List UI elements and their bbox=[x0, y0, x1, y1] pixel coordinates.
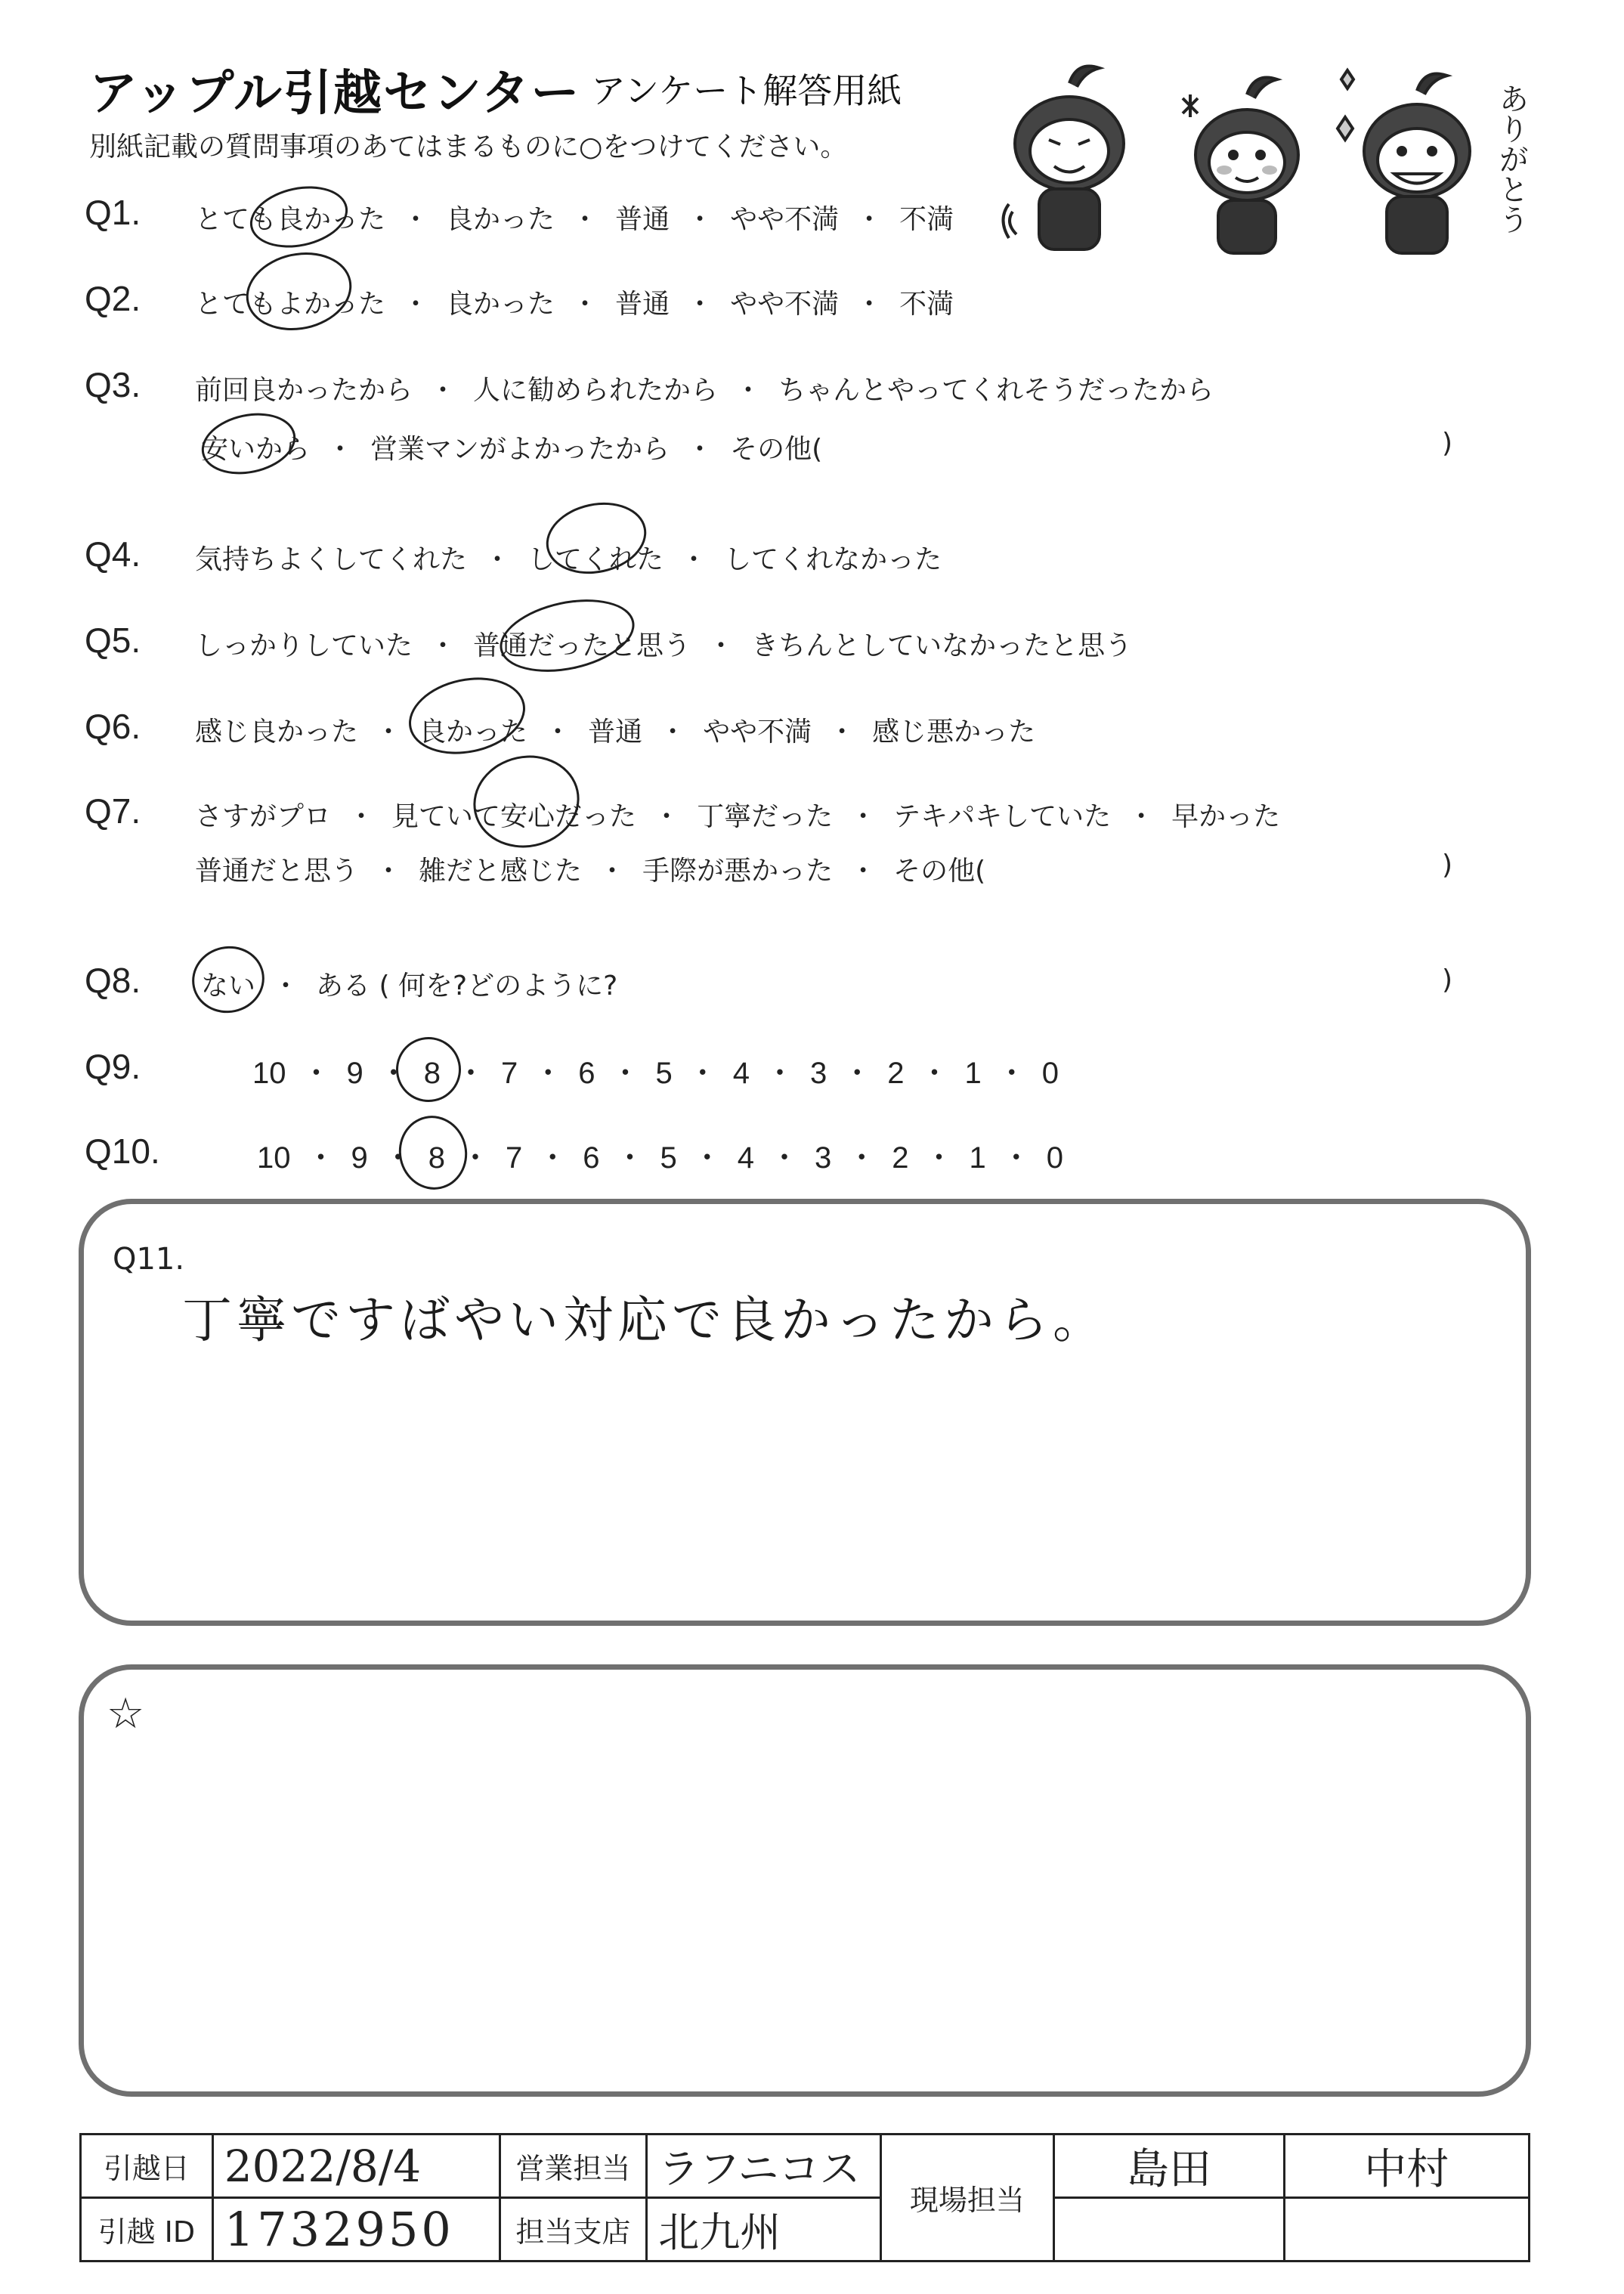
field-staff-empty-2[interactable] bbox=[1284, 2198, 1529, 2261]
option[interactable]: 普通 bbox=[615, 204, 670, 235]
option[interactable]: 良かった bbox=[446, 204, 555, 235]
q10-scale: 10 ・ 9 ・ 8 ・ 7 ・ 6 ・ 5 ・ 4 ・ 3 ・ 2 ・ 1 ・ 0 bbox=[257, 1141, 1063, 1175]
close-paren: ) bbox=[1442, 964, 1453, 995]
q4-options: 気持ちよくしてくれた ・ してくれた ・ してくれなかった bbox=[195, 544, 942, 575]
option[interactable]: 安いから bbox=[201, 434, 311, 465]
scale-option[interactable]: 6 bbox=[578, 1057, 595, 1090]
scale-option[interactable]: 9 bbox=[346, 1057, 363, 1090]
answer-circle bbox=[402, 667, 533, 764]
close-paren: ) bbox=[1442, 428, 1453, 459]
q10-label: Q10. bbox=[85, 1132, 160, 1171]
scale-option[interactable]: 0 bbox=[1041, 1057, 1059, 1090]
brand-title: アップル引越センター bbox=[89, 66, 581, 122]
option[interactable]: ない bbox=[201, 971, 256, 1001]
q5-label: Q5. bbox=[85, 621, 141, 660]
q11-label: Q11. bbox=[113, 1242, 185, 1277]
mascot-thanks-text: ありがとう bbox=[1494, 83, 1529, 234]
option[interactable]: 見ていて安心だった bbox=[391, 801, 637, 832]
scale-option[interactable]: 1 bbox=[969, 1141, 986, 1175]
option[interactable]: 不満 bbox=[899, 204, 954, 235]
option[interactable]: きちんとしていなかったと思う bbox=[751, 630, 1133, 661]
option[interactable]: 不満 bbox=[899, 289, 954, 320]
q4-label: Q4. bbox=[85, 534, 141, 574]
move-date-value[interactable]: 2022/8/4 bbox=[212, 2135, 500, 2198]
option[interactable]: その他( bbox=[893, 856, 986, 887]
option[interactable]: 普通 bbox=[615, 289, 670, 320]
option[interactable]: とても良かった bbox=[195, 204, 386, 235]
option[interactable]: しっかりしていた bbox=[195, 630, 413, 661]
scale-option[interactable]: 6 bbox=[583, 1141, 600, 1175]
move-date-label: 引越日 bbox=[81, 2135, 213, 2198]
option[interactable]: 雑だと感じた bbox=[419, 856, 583, 887]
move-info-table bbox=[79, 2133, 1530, 2262]
answer-circle bbox=[390, 1031, 467, 1108]
q2-label: Q2. bbox=[85, 279, 141, 318]
q1-label: Q1. bbox=[85, 193, 141, 232]
scale-option[interactable]: 9 bbox=[351, 1141, 368, 1175]
q7-options-line1: さすがプロ ・ 見ていて安心だった ・ 丁寧だった ・ テキパキしていた ・ 早かった bbox=[195, 801, 1281, 832]
option[interactable]: 丁寧だった bbox=[697, 801, 834, 832]
field-staff-empty-1[interactable] bbox=[1054, 2198, 1284, 2261]
q3-label: Q3. bbox=[85, 365, 141, 404]
option[interactable]: してくれなかった bbox=[724, 544, 942, 575]
q5-options: しっかりしていた ・ 普通だったと思う ・ きちんとしていなかったと思う bbox=[195, 630, 1133, 661]
move-id-label: 引越 ID bbox=[81, 2198, 213, 2261]
q6-label: Q6. bbox=[85, 707, 141, 746]
option[interactable]: ちゃんとやってくれそうだったから bbox=[778, 375, 1214, 406]
option[interactable]: さすがプロ bbox=[195, 801, 332, 832]
field-staff-label: 現場担当 bbox=[880, 2135, 1054, 2261]
scale-option[interactable]: 10 bbox=[252, 1057, 286, 1090]
option[interactable]: テキパキしていた bbox=[893, 801, 1112, 832]
scale-option[interactable]: 0 bbox=[1046, 1141, 1063, 1175]
scale-option[interactable]: 4 bbox=[732, 1057, 750, 1090]
answer-circle bbox=[493, 588, 642, 683]
q3-options-line2: 安いから ・ 営業マンがよかったから ・ その他( bbox=[201, 434, 823, 465]
answer-circle bbox=[244, 178, 353, 256]
option[interactable]: 感じ良かった bbox=[195, 717, 359, 748]
scale-option[interactable]: 5 bbox=[660, 1141, 677, 1175]
q9-scale: 10 ・ 9 ・ 8 ・ 7 ・ 6 ・ 5 ・ 4 ・ 3 ・ 2 ・ 1 ・ 0 bbox=[252, 1057, 1059, 1090]
option[interactable]: 早かった bbox=[1171, 801, 1281, 832]
star-label: ☆ bbox=[107, 1689, 145, 1738]
sales-label: 営業担当 bbox=[500, 2135, 647, 2198]
option[interactable]: 人に勧められたから bbox=[473, 375, 719, 406]
q8-options: ない ・ ある ( 何を?どのように? bbox=[201, 971, 618, 1001]
scale-option[interactable]: 2 bbox=[887, 1057, 905, 1090]
answer-circle bbox=[186, 940, 271, 1020]
scale-option[interactable]: 8 bbox=[423, 1057, 441, 1090]
field-staff-1[interactable]: 島田 bbox=[1054, 2135, 1284, 2198]
answer-circle bbox=[239, 243, 359, 339]
close-paren: ) bbox=[1442, 850, 1453, 881]
option[interactable]: やや不満 bbox=[730, 204, 840, 235]
q3-options-line1: 前回良かったから ・ 人に勧められたから ・ ちゃんとやってくれそうだったから bbox=[195, 375, 1214, 406]
option[interactable]: 良かった bbox=[419, 717, 528, 748]
q1-options: とても良かった ・ 良かった ・ 普通 ・ やや不満 ・ 不満 bbox=[195, 204, 954, 235]
field-staff-2[interactable]: 中村 bbox=[1284, 2135, 1529, 2198]
option[interactable]: してくれた bbox=[527, 544, 664, 575]
scale-option[interactable]: 7 bbox=[501, 1057, 518, 1090]
option[interactable]: 営業マンがよかったから bbox=[370, 434, 670, 465]
scale-option[interactable]: 2 bbox=[892, 1141, 909, 1175]
star-comment-box[interactable] bbox=[79, 1664, 1531, 2097]
option[interactable]: 普通だと思う bbox=[195, 856, 359, 887]
scale-option[interactable]: 4 bbox=[737, 1141, 754, 1175]
scale-option[interactable]: 3 bbox=[815, 1141, 832, 1175]
option[interactable]: やや不満 bbox=[730, 289, 840, 320]
sales-value[interactable]: ラフニコス bbox=[647, 2135, 880, 2198]
option[interactable]: 良かった bbox=[446, 289, 555, 320]
answer-circle bbox=[392, 1110, 474, 1197]
q7-label: Q7. bbox=[85, 791, 141, 831]
q7-options-line2: 普通だと思う ・ 雑だと感じた ・ 手際が悪かった ・ その他( bbox=[195, 856, 986, 887]
q2-options: とてもよかった ・ 良かった ・ 普通 ・ やや不満 ・ 不満 bbox=[195, 289, 954, 320]
branch-value[interactable]: 北九州 bbox=[647, 2198, 880, 2261]
mascot-illustration bbox=[998, 53, 1542, 265]
option[interactable]: とてもよかった bbox=[195, 289, 386, 320]
option[interactable]: 感じ悪かった bbox=[872, 717, 1036, 748]
option[interactable]: 普通だったと思う bbox=[473, 630, 691, 661]
option[interactable]: その他( bbox=[730, 434, 823, 465]
scale-option[interactable]: 8 bbox=[428, 1141, 445, 1175]
move-id-value[interactable]: 1732950 bbox=[212, 2198, 500, 2261]
scale-option[interactable]: 1 bbox=[964, 1057, 982, 1090]
q11-answer: 丁寧ですばやい対応で良かったから。 bbox=[182, 1291, 1107, 1349]
instruction-text: 別紙記載の質問事項のあてはまるものに○をつけてください。 bbox=[89, 132, 848, 163]
option[interactable]: 前回良かったから bbox=[195, 375, 413, 406]
q6-options: 感じ良かった ・ 良かった ・ 普通 ・ やや不満 ・ 感じ悪かった bbox=[195, 717, 1036, 748]
option[interactable]: やや不満 bbox=[703, 717, 812, 748]
branch-label: 担当支店 bbox=[500, 2198, 647, 2261]
option[interactable]: 普通 bbox=[588, 717, 643, 748]
answer-circle bbox=[465, 746, 588, 858]
scale-option[interactable]: 5 bbox=[655, 1057, 673, 1090]
option[interactable]: ある ( 何を?どのように? bbox=[316, 971, 618, 1001]
answer-circle bbox=[196, 405, 301, 482]
q8-label: Q8. bbox=[85, 961, 141, 1000]
q9-label: Q9. bbox=[85, 1047, 141, 1086]
scale-option[interactable]: 10 bbox=[257, 1141, 291, 1175]
scale-option[interactable]: 7 bbox=[506, 1141, 523, 1175]
q11-comment-box[interactable] bbox=[79, 1199, 1531, 1626]
option[interactable]: 気持ちよくしてくれた bbox=[195, 544, 468, 575]
scale-option[interactable]: 3 bbox=[810, 1057, 827, 1090]
option[interactable]: 手際が悪かった bbox=[642, 856, 834, 887]
form-subtitle: アンケート解答用紙 bbox=[591, 70, 902, 111]
